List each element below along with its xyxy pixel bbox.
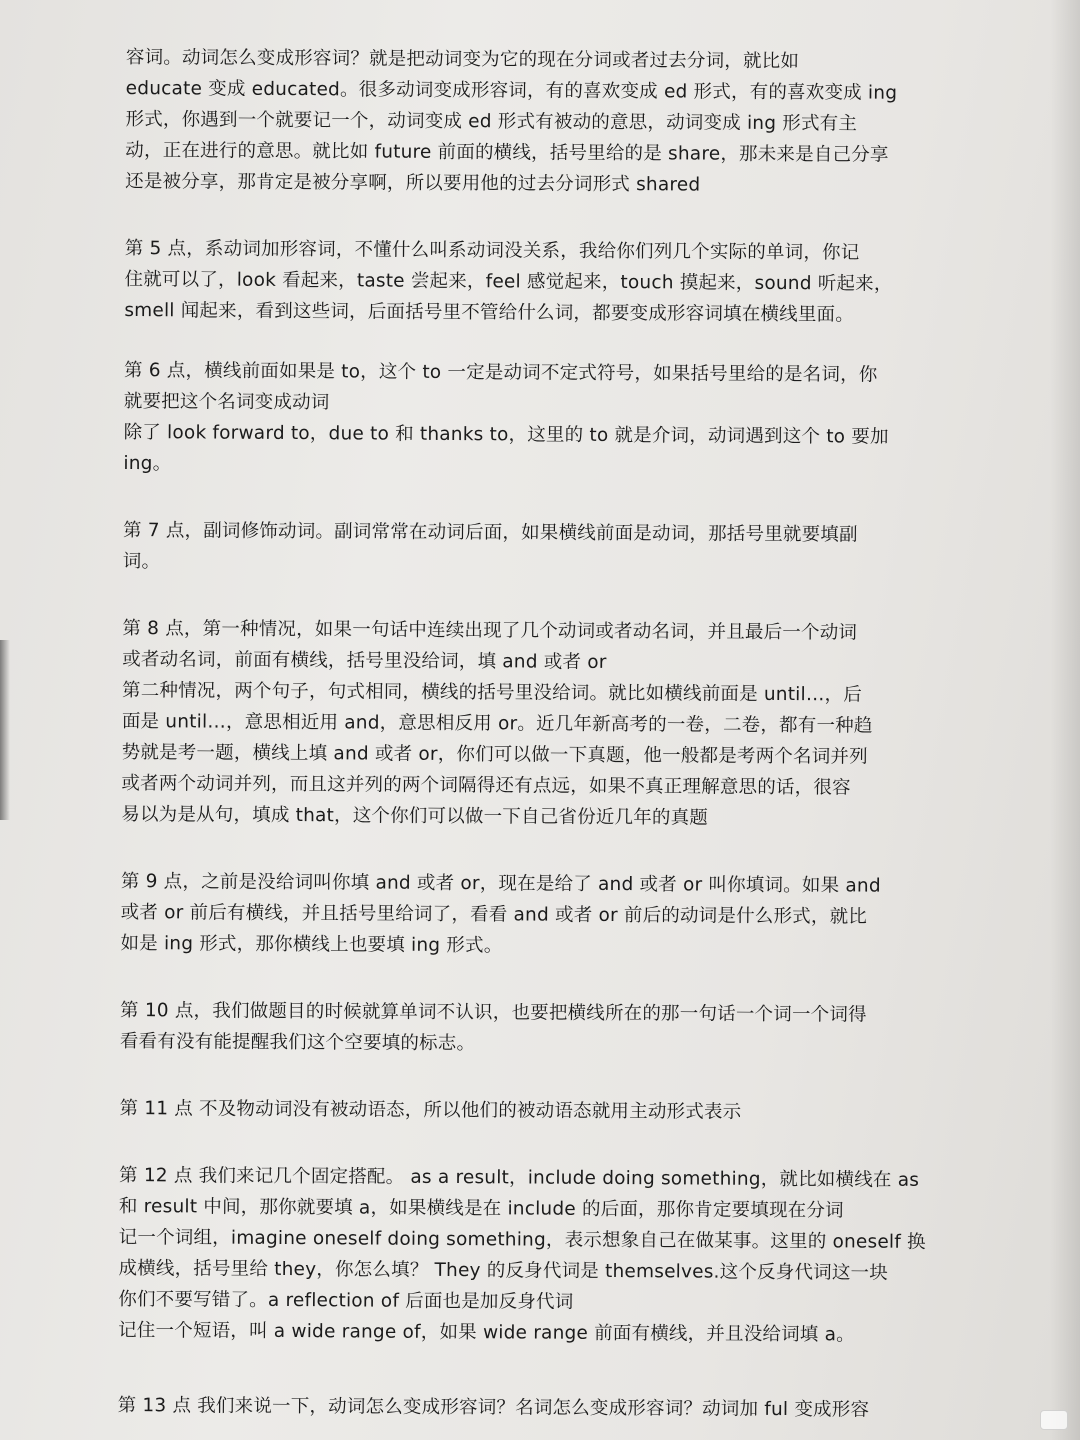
text-line: 你们不要写错了。a reflection of 后面也是加反身代词	[118, 1288, 574, 1313]
text-line: 动，正在进行的意思。就比如 future 前面的横线，括号里给的是 share，那未来是自己分享	[125, 139, 889, 166]
text-line: 成横线，括号里给 they，你怎么填？ They 的反身代词是 themselves.这个反身代词这一块	[118, 1257, 889, 1284]
paragraph-point-7	[123, 515, 945, 582]
text-line: smell 闻起来，看到这些词，后面括号里不管给什么词，都要变成形容词填在横线里面。	[124, 299, 855, 326]
paragraph-point-10	[120, 995, 942, 1062]
text-line: 如是 ing 形式，那你横线上也要填 ing 形式。	[120, 932, 503, 957]
text-line: 第 10 点，我们做题目的时候就算单词不认识，也要把横线所在的那一句话一个词一个词得	[120, 999, 867, 1026]
binding-shadow	[0, 640, 10, 820]
paragraph-point-11	[119, 1093, 941, 1129]
text-line: 或者动名词，前面有横线，括号里没给词，填 and 或者 or	[122, 648, 607, 673]
text-line: 第 12 点 我们来记几个固定搭配。 as a result，include doing something，就比如横线在 as	[119, 1164, 920, 1191]
paragraph-point-8	[121, 613, 944, 835]
text-line: 易以为是从句，填成 that，这个你们可以做一下自己省份近几年的真题	[121, 803, 709, 829]
paragraph-intro	[125, 42, 948, 202]
text-line: 记一个词组，imagine oneself doing something，表示想象自己在做某事。这里的 oneself 换	[118, 1226, 926, 1253]
text-line: 第 9 点，之前是没给词叫你填 and 或者 or，现在是给了 and 或者 or 叫你填词。如果 and	[120, 870, 881, 897]
text-line: 还是被分享，那肯定是被分享啊，所以要用他的过去分词形式 shared	[125, 170, 701, 196]
text-line: 第 13 点 我们来说一下，动词怎么变成形容词？名词怎么变成形容词？动词加 ful 变成形容	[117, 1394, 870, 1421]
paragraph-point-13	[118, 1390, 940, 1426]
paragraph-point-12	[118, 1160, 941, 1351]
paragraph-point-6	[123, 355, 946, 484]
text-line: 面是 until…，意思相近用 and，意思相反用 or。近几年新高考的一卷，二卷，都有一种趋	[121, 710, 873, 737]
text-line: 记住一个短语，叫 a wide range of，如果 wide range 前面有横线，并且没给词填 a。	[118, 1319, 855, 1346]
text-line: 第 8 点，第一种情况，如果一句话中连续出现了几个动词或者动名词，并且最后一个动词	[122, 617, 858, 644]
text-line: 第 5 点，系动词加形容词，不懂什么叫系动词没关系，我给你们列几个实际的单词，你记	[124, 237, 860, 264]
paragraph-point-9	[120, 866, 943, 964]
text-line: 第 7 点，副词修饰动词。副词常常在动词后面，如果横线前面是动词，那括号里就要填副	[122, 519, 858, 546]
text-line: 看看有没有能提醒我们这个空要填的标志。	[119, 1030, 476, 1055]
text-line: educate 变成 educated。很多动词变成形容词，有的喜欢变成 ed 形式，有的喜欢变成 ing	[125, 77, 898, 104]
document-text	[118, 42, 948, 1426]
text-line: 就要把这个名词变成动词	[123, 390, 330, 414]
text-line: 住就可以了，look 看起来，taste 尝起来，feel 感觉起来，touch 摸起来，sound 听起来，	[124, 268, 893, 295]
text-line: ing。	[123, 452, 172, 475]
text-line: 第二种情况，两个句子，句式相同，横线的括号里没给词。就比如横线前面是 until…，后	[121, 679, 863, 706]
text-line: 形式，你遇到一个就要记一个，动词变成 ed 形式有被动的意思，动词变成 ing 形式有主	[125, 108, 858, 135]
text-line: 第 11 点 不及物动词没有被动语态，所以他们的被动语态就用主动形式表示	[119, 1097, 742, 1123]
paragraph-point-5	[124, 233, 947, 331]
text-line: 或者 or 前后有横线，并且括号里给词了，看看 and 或者 or 前后的动词是什么形式，就比	[120, 901, 868, 928]
text-line: 词。	[122, 550, 161, 573]
text-line: 容词。动词怎么变成形容词？就是把动词变为它的现在分词或者过去分词，就比如	[125, 46, 800, 73]
page-edge-shadow	[1050, 0, 1080, 1440]
text-line: 第 6 点，横线前面如果是 to，这个 to 一定是动词不定式符号，如果括号里给的是名词，你	[123, 359, 878, 386]
text-line: 势就是考一题，横线上填 and 或者 or，你们可以做一下真题，他一般都是考两个名词并列	[121, 741, 868, 768]
text-line: 或者两个动词并列，而且这并列的两个词隔得还有点远，如果不真正理解意思的话，很容	[121, 772, 851, 799]
watermark-badge	[1040, 1410, 1068, 1430]
text-line: 除了 look forward to，due to 和 thanks to，这里的 to 就是介词，动词遇到这个 to 要加	[123, 421, 889, 448]
text-line: 和 result 中间，那你就要填 a，如果横线是在 include 的后面，那你肯定要填现在分词	[118, 1195, 844, 1222]
